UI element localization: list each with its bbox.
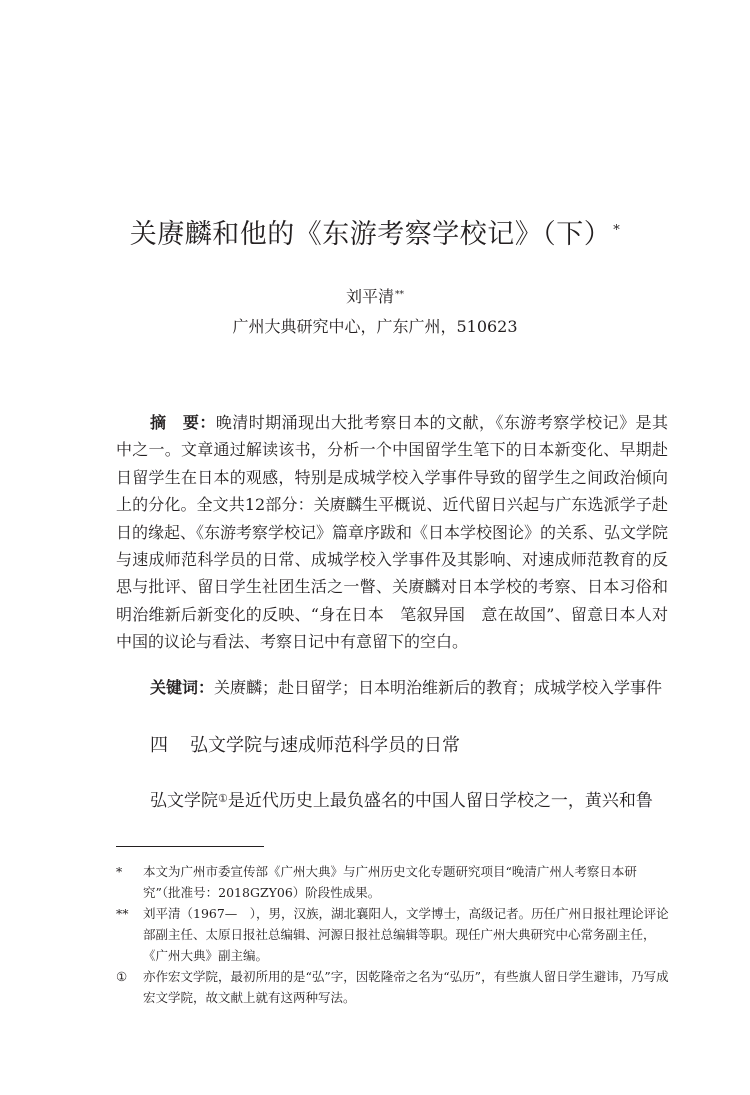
section-title: 弘文学院与速成师范科学员的日常 — [190, 735, 460, 756]
footnote-marker: ① — [116, 969, 128, 984]
body-text-start: 弘文学院 — [150, 791, 218, 811]
footnote-text: 刘平清（1967— ），男，汉族，湖北襄阳人，文学博士，高级记者。历任广州日报社理论评论部副主任、太原日报社总编辑、河源日报社总编辑等职。现任广州大典研究中心常务副主任，《广州大典》副主编。 — [143, 906, 669, 963]
section-number: 四 — [150, 735, 168, 756]
footnote-item — [116, 903, 672, 966]
author-line — [0, 285, 750, 309]
author-affiliation: 广州大典研究中心，广东广州，510623 — [232, 317, 518, 336]
keywords-text: 关赓麟；赴日留学；日本明治维新后的教育；成城学校入学事件 — [214, 678, 663, 697]
body-paragraph — [150, 787, 670, 815]
footnote-item — [116, 966, 672, 1008]
footnote-divider — [116, 846, 264, 847]
footnote-marker: ** — [116, 906, 129, 921]
keywords — [150, 674, 670, 701]
body-text-rest: 是近代历史上最负盛名的中国人留日学校之一，黄兴和鲁 — [227, 791, 653, 811]
footnote-text: 本文为广州市委宣传部《广州大典》与广州历史文化专题研究项目“晚清广州人考察日本研究”（批准号：2018GZY06）阶段性成果。 — [143, 864, 637, 900]
author-footnote-marker: ** — [395, 290, 404, 300]
title-footnote-marker: * — [613, 223, 621, 238]
article-title-text: 关赓麟和他的《东游考察学校记》（下） — [129, 219, 612, 250]
article-title — [0, 213, 750, 257]
abstract-paragraph — [116, 409, 668, 656]
abstract — [116, 409, 668, 656]
author-name: 刘平清 — [345, 287, 394, 306]
keywords-label: 关键词： — [150, 678, 215, 697]
abstract-text: 晚清时期涌现出大批考察日本的文献，《东游考察学校记》是其中之一。文章通过解读该书，分析一个中国留学生笔下的日本新变化、早期赴日留学生在日本的观感，特别是成城学校入学事件导致的留学生之间政治倾向上的分化。全文共12部分：关赓麟生平概说、近代留日兴起与广东选派学子赴日的缘起、《东游考察学校记》篇章序跋和《日本学校图论》的关系、弘文学院与速成师范科学员的日常、成城学校入学事件及其影响、对速成师范教育的反思与批评、留日学生社团生活之一瞥、关赓麟对日本学校的考察、日本习俗和明治维新后新变化的反映、“身在日本 笔叙异国 意在故国”、留意日本人对中国的议论与看法、考察日记中有意留下的空白。 — [116, 413, 669, 652]
footnote-marker: * — [116, 864, 123, 879]
abstract-label: 摘 要： — [150, 413, 216, 432]
footnote-item — [116, 861, 672, 903]
footnote-text: 亦作宏文学院，最初所用的是“弘”字，因乾隆帝之名为“弘历”，有些旗人留日学生避讳，乃写成宏文学院，故文献上就有这两种写法。 — [143, 969, 669, 1005]
footnote-reference: ① — [218, 792, 228, 805]
footnotes — [116, 861, 672, 1008]
section-heading — [150, 732, 460, 760]
